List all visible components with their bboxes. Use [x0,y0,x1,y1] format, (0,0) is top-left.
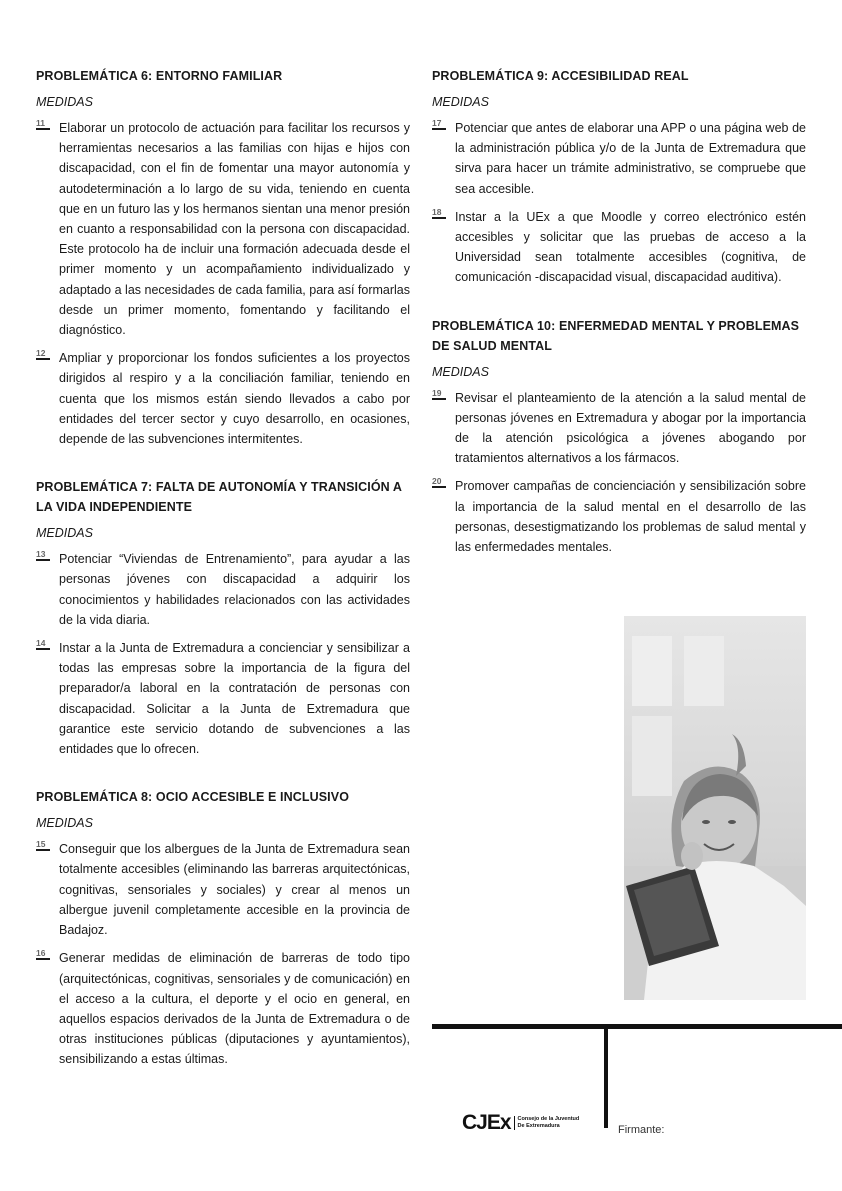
logo-mark: CJEx [462,1111,511,1134]
measure-text: Conseguir que los albergues de la Junta de Extremadura sean totalmente accesibles (eliminando las barreras arquitectónicas, cognitivas, sensoriales y sociales) y crear al menos un albergue juvenil completamente accesible en la provincia de Badajoz. [59,842,410,938]
medidas-label: MEDIDAS [36,816,93,831]
cjex-logo [462,1112,579,1134]
measure-item [36,638,410,759]
firmante-label: Firmante: [618,1124,665,1136]
measure-number: 19 [432,388,446,400]
measure-text: Generar medidas de eliminación de barreras de todo tipo (arquitectónicas, cognitivas, sensoriales y de comunicación) en el acceso a la cultura, el deporte y el ocio en general, en aquellos espacios derivados de la Junta de Extremadura o de otras instituciones públicas (diputaciones y ayuntamientos), sensibilizando a estas últimas. [59,951,410,1067]
measure-number: 14 [36,638,50,650]
measure-item [36,839,410,940]
measure-number: 13 [36,549,50,561]
logo-line-2: De Extremadura [517,1123,560,1129]
measure-text: Ampliar y proporcionar los fondos suficientes a los proyectos dirigidos al respiro y a la conciliación familiar, teniendo en cuenta que los mismos están siendo llevados a cabo por entidades del tercer sector y cuyo desarrollo, en ocasiones, depende de las subvenciones intermitentes. [59,351,410,447]
right-column [432,66,806,585]
section-title: PROBLEMÁTICA 10: ENFERMEDAD MENTAL Y PROBLEMAS DE SALUD MENTAL [432,318,800,353]
measure-item [36,948,410,1069]
measure-number: 16 [36,948,50,960]
section-title: PROBLEMÁTICA 9: ACCESIBILIDAD REAL [432,69,689,83]
measure-item [432,476,806,557]
measure-number: 11 [36,118,50,130]
measure-text: Instar a la UEx a que Moodle y correo electrónico estén accesibles y solicitar que las pruebas de acceso a la Universidad sean totalmente accesibles (cognitiva, de comunicación -discapacidad visual, discapacidad auditiva). [455,209,806,285]
section-title: PROBLEMÁTICA 7: FALTA DE AUTONOMÍA Y TRANSICIÓN A LA VIDA INDEPENDIENTE [36,480,402,515]
measure-text: Instar a la Junta de Extremadura a concienciar y sensibilizar a todas las empresas sobre la importancia de la figura del preparador/a laboral en la contratación de personas con discapacidad. Solicitar a la Junta de Extremadura que garantice este servicio dotando de subvenciones a las entidades que lo ofrecen. [59,641,410,757]
measure-text: Revisar el planteamiento de la atención a la salud mental de personas jóvenes en Extremadura y abogar por la importancia de la atención psicológica a jóvenes abogando por tratamientos alternativos a los fármacos. [455,390,806,466]
measure-number: 17 [432,118,446,130]
measure-text: Elaborar un protocolo de actuación para facilitar los recursos y herramientas necesarios a las familias con hijas e hijos con discapacidad, con el fin de fomentar una mayor autonomía y autodeterminación a lo largo de su vida, teniendo en cuenta que en un futuro las y los hermanos sientan una menor presión en cuanto a responsabilidad con la persona con discapacidad. Este protocolo ha de incluir una formación adecuada desde el primer momento y un acompañamiento individualizado y adaptado a las necesidades de cada familia, para así formarlas desde un primer momento, fomentando y facilitando el diagnóstico. [59,121,410,338]
section-problematica-6 [36,66,410,449]
logo-text [514,1116,580,1130]
measure-text: Potenciar que antes de elaborar una APP o una página web de la administración pública y/o de la Junta de Extremadura que sirva para hacer un trámite administrativo, se compruebe que sea accesible. [455,121,806,196]
measure-number: 15 [36,839,50,851]
footer-horizontal-rule [432,1024,842,1029]
measure-item [432,207,806,288]
measure-item [36,348,410,449]
medidas-label: MEDIDAS [36,95,93,109]
logo-line-1: Consejo de la Juventud [517,1116,580,1122]
footer-vertical-rule [604,1024,608,1128]
measure-text: Promover campañas de concienciación y sensibilización sobre la importancia de la salud mental en el desarrollo de las personas, desestigmatizando los problemas de salud mental y las enfermedades mentales. [455,479,806,555]
section-title: PROBLEMÁTICA 6: ENTORNO FAMILIAR [36,69,283,83]
section-problematica-7 [36,477,410,759]
measure-item [36,118,410,340]
section-problematica-8 [36,787,410,1069]
child-photo [624,616,806,1000]
medidas-label: MEDIDAS [36,526,93,541]
measure-number: 12 [36,348,50,360]
left-column [36,66,410,1098]
section-problematica-9 [432,66,806,288]
measure-item [36,549,410,630]
section-problematica-10 [432,316,806,558]
medidas-label: MEDIDAS [432,95,489,109]
section-title: PROBLEMÁTICA 8: OCIO ACCESIBLE E INCLUSIVO [36,790,350,805]
measure-text: Potenciar “Viviendas de Entrenamiento”, para ayudar a las personas jóvenes con discapacidad a adquirir los conocimientos y habilidades relacionados con las actividades de la vida diaria. [59,552,410,627]
measure-item [432,388,806,469]
measure-number: 18 [432,207,446,219]
medidas-label: MEDIDAS [432,364,489,379]
measure-item [432,118,806,199]
measure-number: 20 [432,476,446,488]
